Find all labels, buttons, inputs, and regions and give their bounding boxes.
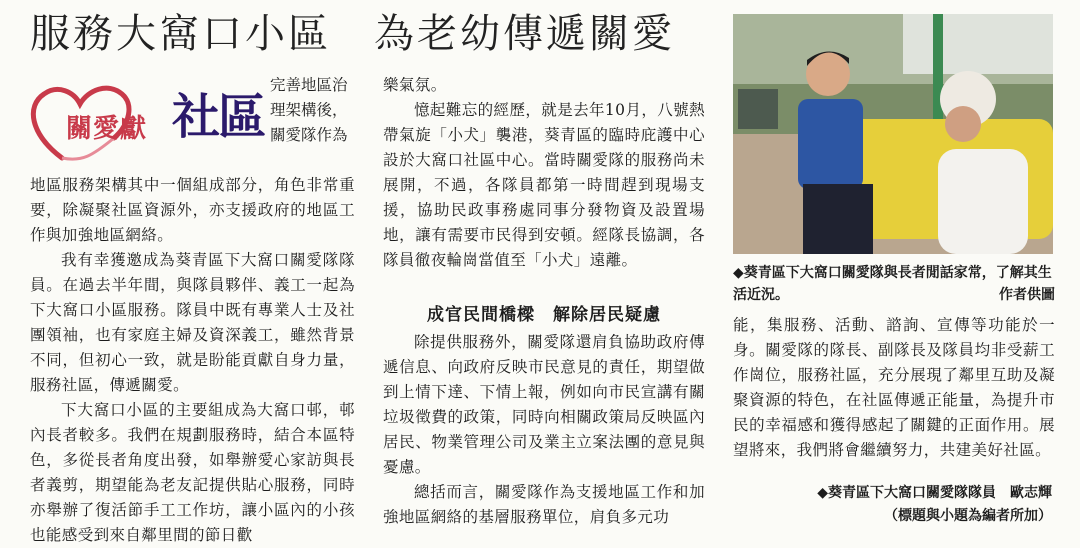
paragraph: 能，集服務、活動、諮詢、宣傳等功能於一身。關愛隊的隊長、副隊長及隊員均非受薪工作崗位，服務社區，充分展現了鄰里互助及凝聚資源的特色，在社區傳遞正能量，為提升市民的幸福感和獲得感起了關鍵的正面作用。展望將來，我們將會繼續努力，共建美好社區。 <box>733 316 1055 459</box>
caption-text: ◆葵青區下大窩口關愛隊與長者閒話家常，了解其生活近況。 <box>733 265 1052 303</box>
editor-note: （標題與小題為編者所加） <box>884 508 1052 524</box>
subheading: 成官民間橋樑 解除居民疑慮 <box>427 305 661 325</box>
column-logo <box>22 72 272 172</box>
logo-text-care: 關愛獻 <box>66 114 148 144</box>
column-2 <box>383 73 705 273</box>
paragraph: 除提供服務外，關愛隊還肩負協助政府傳遞信息、向政府反映市民意見的責任，期望做到上情下達、下情上報，例如向市民宣講有關垃圾徵費的政策，同時向相關政策局反映區內居民、物業管理公司及業主立案法團的意見與憂慮。 <box>383 333 705 476</box>
author-name: ◆葵青區下大窩口關愛隊隊員 歐志輝 <box>817 485 1052 501</box>
headline: 服務大窩口小區 為老幼傳遞關愛 <box>30 11 675 57</box>
column-3 <box>733 313 1055 463</box>
paragraph: 總括而言，關愛隊作為支援地區工作和加強地區網絡的基層服務單位，肩負多元功 <box>383 483 705 526</box>
paragraph: 我有幸獲邀成為葵青區下大窩口關愛隊隊員。在過去半年間，與隊員夥伴、義工一起為下大窩口小區服務。隊員中既有專業人士及社團領袖，也有家庭主婦及資深義工，雖然背景不同，但初心一致，就是盼能貢獻自身力量，服務社區，傳遞關愛。 <box>30 251 355 394</box>
logo-text-community: 社區 <box>172 89 265 145</box>
paragraph: 地區服務架構其中一個組成部分，角色非常重要，除凝聚社區資源外，亦支援政府的地區工作與加強地區網絡。 <box>30 176 355 244</box>
paragraph: 憶起難忘的經歷，就是去年10月，八號熱帶氣旋「小犬」襲港，葵青區的臨時庇護中心設於大窩口社區中心。當時關愛隊的服務尚未展開，不過，各隊員都第一時間趕到現場支援，協助民政事務處同事分發物資及設置場地，讓有需要市民得到安頓。經隊長協調，各隊員徹夜輪崗當值至「小犬」遠離。 <box>383 101 705 269</box>
author-byline <box>817 482 1052 528</box>
photo-caption <box>733 262 1055 306</box>
column-1 <box>30 173 355 548</box>
paragraph: 下大窩口小區的主要組成為大窩口邨，邨內長者較多。我們在規劃服務時，結合本區特色，多從長者角度出發，如舉辦愛心家訪與長者義剪，期望能為老友記提供貼心服務，同時亦舉辦了復活節手工工作坊，讓小區內的小孩也能感受到來自鄰里間的節日歡 <box>30 401 355 544</box>
intro-narrow-text: 完善地區治理架構後，關愛隊作為 <box>270 76 348 144</box>
paragraph: 樂氣氛。 <box>383 76 447 94</box>
article-photo <box>733 14 1053 254</box>
photo-credit: 作者供圖 <box>999 287 1055 303</box>
column-2-continued <box>383 330 705 530</box>
